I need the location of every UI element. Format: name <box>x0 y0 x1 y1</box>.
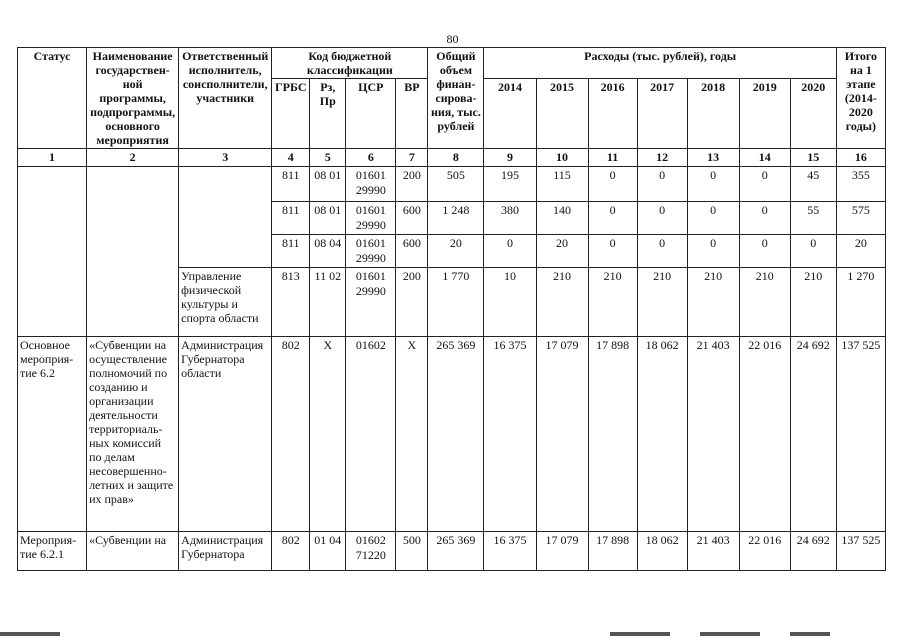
status-cell: Мероприя-тие 6.2.1 <box>18 532 87 571</box>
header-year: 2016 <box>588 79 637 149</box>
year-cell: 18 062 <box>637 337 687 532</box>
year-cell: 210 <box>790 268 836 337</box>
year-cell: 21 403 <box>687 532 739 571</box>
column-number: 6 <box>346 149 396 167</box>
status-cell <box>18 167 87 337</box>
year-cell: 210 <box>536 268 588 337</box>
grbs-cell: 811 <box>272 235 310 268</box>
name-cell: «Субвенции на осуществление полномочий по созданию и организации деятельности территориаль-ных комиссий по делам несовершенно-летних и защите их прав» <box>87 337 179 532</box>
table-row <box>18 532 886 571</box>
grbs-cell: 813 <box>272 268 310 337</box>
header-total-volume: Общий объем финан-сирова-ния, тыс. рублей <box>428 48 484 149</box>
rz-pr-cell: 08 01 <box>310 167 346 202</box>
year-cell: 210 <box>588 268 637 337</box>
status-cell: Основное мероприя-тие 6.2 <box>18 337 87 532</box>
year-cell: 210 <box>637 268 687 337</box>
scan-edge-marks <box>0 620 905 640</box>
itogo-cell: 355 <box>836 167 885 202</box>
column-number: 9 <box>484 149 536 167</box>
csr-cell: 01602 <box>346 337 396 532</box>
csr-cell: 01601 29990 <box>346 167 396 202</box>
rz-pr-cell: 11 02 <box>310 268 346 337</box>
scan-mark <box>700 632 760 636</box>
year-cell: 0 <box>588 202 637 235</box>
rz-pr-cell: 08 04 <box>310 235 346 268</box>
header-name: Наименование государствен-ной программы, подпрограммы, основного мероприятия <box>87 48 179 149</box>
header-year: 2015 <box>536 79 588 149</box>
column-number: 8 <box>428 149 484 167</box>
year-cell: 0 <box>739 202 790 235</box>
itogo-cell: 137 525 <box>836 532 885 571</box>
scan-mark <box>610 632 670 636</box>
column-number: 10 <box>536 149 588 167</box>
header-executor: Ответственный исполнитель, соисполнители, участники <box>179 48 272 149</box>
year-cell: 0 <box>687 235 739 268</box>
total-cell: 265 369 <box>428 532 484 571</box>
vr-cell: 200 <box>396 167 428 202</box>
year-cell: 210 <box>739 268 790 337</box>
executor-cell: Администрация Губернатора <box>179 532 272 571</box>
year-cell: 0 <box>588 235 637 268</box>
grbs-cell: 811 <box>272 167 310 202</box>
scan-mark <box>790 632 830 636</box>
year-cell: 0 <box>739 167 790 202</box>
total-cell: 1 248 <box>428 202 484 235</box>
vr-cell: 600 <box>396 202 428 235</box>
total-cell: 265 369 <box>428 337 484 532</box>
year-cell: 195 <box>484 167 536 202</box>
header-rz-pr: Рз, Пр <box>310 79 346 149</box>
year-cell: 10 <box>484 268 536 337</box>
scan-mark <box>0 632 60 636</box>
column-number: 14 <box>739 149 790 167</box>
rz-pr-cell: Х <box>310 337 346 532</box>
header-status: Статус <box>18 48 87 149</box>
year-cell: 140 <box>536 202 588 235</box>
year-cell: 45 <box>790 167 836 202</box>
year-cell: 17 898 <box>588 337 637 532</box>
year-cell: 380 <box>484 202 536 235</box>
executor-cell: Управление физической культуры и спорта области <box>179 268 272 337</box>
header-itogo: Итого на 1 этапе (2014-2020 годы) <box>836 48 885 149</box>
year-cell: 55 <box>790 202 836 235</box>
vr-cell: 600 <box>396 235 428 268</box>
header-year: 2019 <box>739 79 790 149</box>
vr-cell: 200 <box>396 268 428 337</box>
column-number: 5 <box>310 149 346 167</box>
year-cell: 21 403 <box>687 337 739 532</box>
year-cell: 17 079 <box>536 337 588 532</box>
csr-cell: 01602 71220 <box>346 532 396 571</box>
total-cell: 505 <box>428 167 484 202</box>
grbs-cell: 802 <box>272 337 310 532</box>
column-number: 2 <box>87 149 179 167</box>
rz-pr-cell: 01 04 <box>310 532 346 571</box>
name-cell: «Субвенции на <box>87 532 179 571</box>
rz-pr-cell: 08 01 <box>310 202 346 235</box>
header-csr: ЦСР <box>346 79 396 149</box>
table-row <box>18 337 886 532</box>
year-cell: 16 375 <box>484 532 536 571</box>
year-cell: 20 <box>536 235 588 268</box>
year-cell: 17 898 <box>588 532 637 571</box>
year-cell: 17 079 <box>536 532 588 571</box>
table-row <box>18 167 886 202</box>
header-vr: ВР <box>396 79 428 149</box>
header-year: 2020 <box>790 79 836 149</box>
year-cell: 0 <box>484 235 536 268</box>
year-cell: 0 <box>739 235 790 268</box>
header-year: 2014 <box>484 79 536 149</box>
column-number: 15 <box>790 149 836 167</box>
year-cell: 24 692 <box>790 532 836 571</box>
year-cell: 0 <box>790 235 836 268</box>
vr-cell: 500 <box>396 532 428 571</box>
grbs-cell: 802 <box>272 532 310 571</box>
year-cell: 18 062 <box>637 532 687 571</box>
itogo-cell: 20 <box>836 235 885 268</box>
column-number: 16 <box>836 149 885 167</box>
itogo-cell: 1 270 <box>836 268 885 337</box>
budget-table <box>17 47 886 571</box>
header-grbs: ГРБС <box>272 79 310 149</box>
column-number: 1 <box>18 149 87 167</box>
itogo-cell: 575 <box>836 202 885 235</box>
year-cell: 24 692 <box>790 337 836 532</box>
column-number: 7 <box>396 149 428 167</box>
header-year: 2018 <box>687 79 739 149</box>
csr-cell: 01601 29990 <box>346 235 396 268</box>
vr-cell: Х <box>396 337 428 532</box>
executor-cell <box>179 167 272 268</box>
total-cell: 1 770 <box>428 268 484 337</box>
header-budget-code: Код бюджетной классификации <box>272 48 428 79</box>
header-year: 2017 <box>637 79 687 149</box>
itogo-cell: 137 525 <box>836 337 885 532</box>
year-cell: 0 <box>687 202 739 235</box>
name-cell <box>87 167 179 337</box>
column-number: 4 <box>272 149 310 167</box>
year-cell: 22 016 <box>739 337 790 532</box>
column-number: 13 <box>687 149 739 167</box>
csr-cell: 01601 29990 <box>346 268 396 337</box>
year-cell: 115 <box>536 167 588 202</box>
column-number: 3 <box>179 149 272 167</box>
total-cell: 20 <box>428 235 484 268</box>
column-number: 12 <box>637 149 687 167</box>
grbs-cell: 811 <box>272 202 310 235</box>
column-number: 11 <box>588 149 637 167</box>
year-cell: 0 <box>637 235 687 268</box>
page-number: 80 <box>446 32 459 46</box>
header-expenses: Расходы (тыс. рублей), годы <box>484 48 836 79</box>
year-cell: 22 016 <box>739 532 790 571</box>
csr-cell: 01601 29990 <box>346 202 396 235</box>
year-cell: 0 <box>637 202 687 235</box>
year-cell: 0 <box>687 167 739 202</box>
executor-cell: Администрация Губернатора области <box>179 337 272 532</box>
year-cell: 0 <box>588 167 637 202</box>
year-cell: 16 375 <box>484 337 536 532</box>
year-cell: 210 <box>687 268 739 337</box>
year-cell: 0 <box>637 167 687 202</box>
